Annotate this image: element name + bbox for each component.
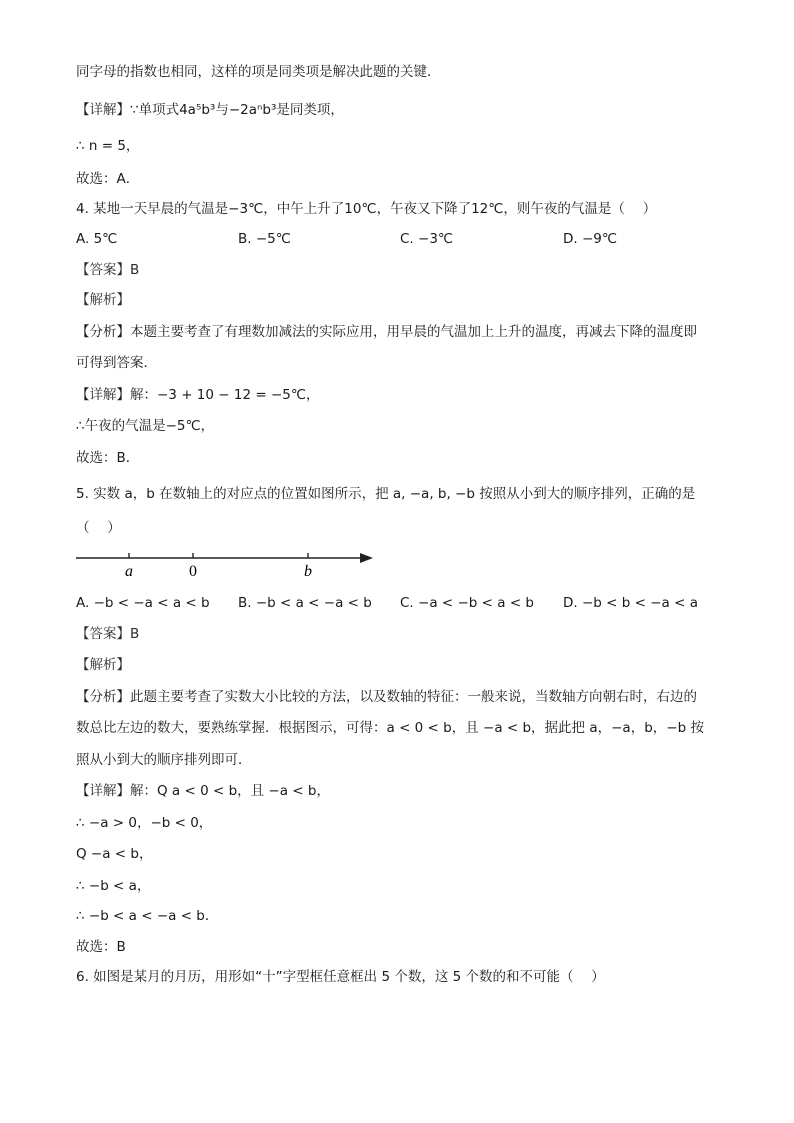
question-4-stem: 4. 某地一天早晨的气温是−3℃，中午上升了10℃，午夜又下降了12℃，则午夜的气温是（ ） bbox=[76, 201, 657, 217]
question-5-analysis: 照从小到大的顺序排列即可． bbox=[76, 752, 252, 768]
question-5-answer: 【答案】B bbox=[76, 626, 140, 642]
text-line: ∴ n = 5， bbox=[76, 138, 140, 154]
question-5-detail: 【详解】解：Q a < 0 < b，且 −a < b， bbox=[76, 783, 330, 799]
question-5-detail: ∴ −a > 0，−b < 0， bbox=[76, 815, 213, 831]
question-5-detail: ∴ −b < a， bbox=[76, 878, 151, 894]
question-4-analysis: 可得到答案． bbox=[76, 355, 157, 371]
question-4-analysis: 【分析】本题主要考查了有理数加减法的实际应用，用早晨的气温加上上升的温度，再减去下降的温度即 bbox=[76, 324, 697, 340]
question-4-option-a: A. 5℃ bbox=[76, 231, 118, 247]
label-a: a bbox=[125, 563, 133, 580]
question-5-option-d: D. −b < b < −a < a bbox=[563, 595, 698, 611]
question-5-detail: Q −a < b， bbox=[76, 846, 153, 862]
question-4-option-d: D. −9℃ bbox=[563, 231, 618, 247]
question-5-option-a: A. −b < −a < a < b bbox=[76, 595, 210, 611]
question-5-option-c: C. −a < −b < a < b bbox=[400, 595, 534, 611]
question-5-stem: （ ） bbox=[76, 520, 121, 536]
question-4-option-b: B. −5℃ bbox=[238, 231, 291, 247]
question-4-option-c: C. −3℃ bbox=[400, 231, 454, 247]
question-5-stem: 5. 实数 a，b 在数轴上的对应点的位置如图所示，把 a, −a, b, −b 按照从小到大的顺序排列，正确的是 bbox=[76, 486, 696, 502]
question-5-analysis: 【分析】此题主要考查了实数大小比较的方法，以及数轴的特征：一般来说，当数轴方向朝右时，右边的 bbox=[76, 689, 697, 705]
question-4-answer: 【答案】B bbox=[76, 262, 140, 278]
question-5-jiexi: 【解析】 bbox=[76, 657, 130, 673]
question-6-stem: 6. 如图是某月的月历，用形如“十”字型框任意框出 5 个数，这 5 个数的和不可能（ ） bbox=[76, 969, 605, 985]
text-line: 同字母的指数也相同，这样的项是同类项是解决此题的关键． bbox=[76, 64, 441, 80]
question-5-option-b: B. −b < a < −a < b bbox=[238, 595, 372, 611]
text-line: 故选：A． bbox=[76, 171, 140, 187]
question-4-choose: 故选：B． bbox=[76, 450, 140, 466]
question-5-detail: ∴ −b < a < −a < b． bbox=[76, 908, 219, 924]
label-zero: 0 bbox=[189, 563, 197, 580]
question-5-analysis: 数总比左边的数大，要熟练掌握．根据图示，可得：a < 0 < b，且 −a < b，据此把 a，−a，b，−b 按 bbox=[76, 720, 704, 736]
number-line-figure bbox=[70, 548, 380, 582]
question-4-therefore: ∴午夜的气温是−5℃， bbox=[76, 418, 215, 434]
question-4-jiexi: 【解析】 bbox=[76, 292, 130, 308]
question-4-detail: 【详解】解：−3 + 10 − 12 = −5℃， bbox=[76, 387, 320, 403]
text-line: 【详解】∵单项式4a⁵b³与−2aⁿb³是同类项， bbox=[76, 102, 344, 118]
question-5-choose: 故选：B bbox=[76, 939, 126, 955]
label-b: b bbox=[304, 563, 312, 580]
number-line-arrow-icon bbox=[360, 553, 373, 563]
